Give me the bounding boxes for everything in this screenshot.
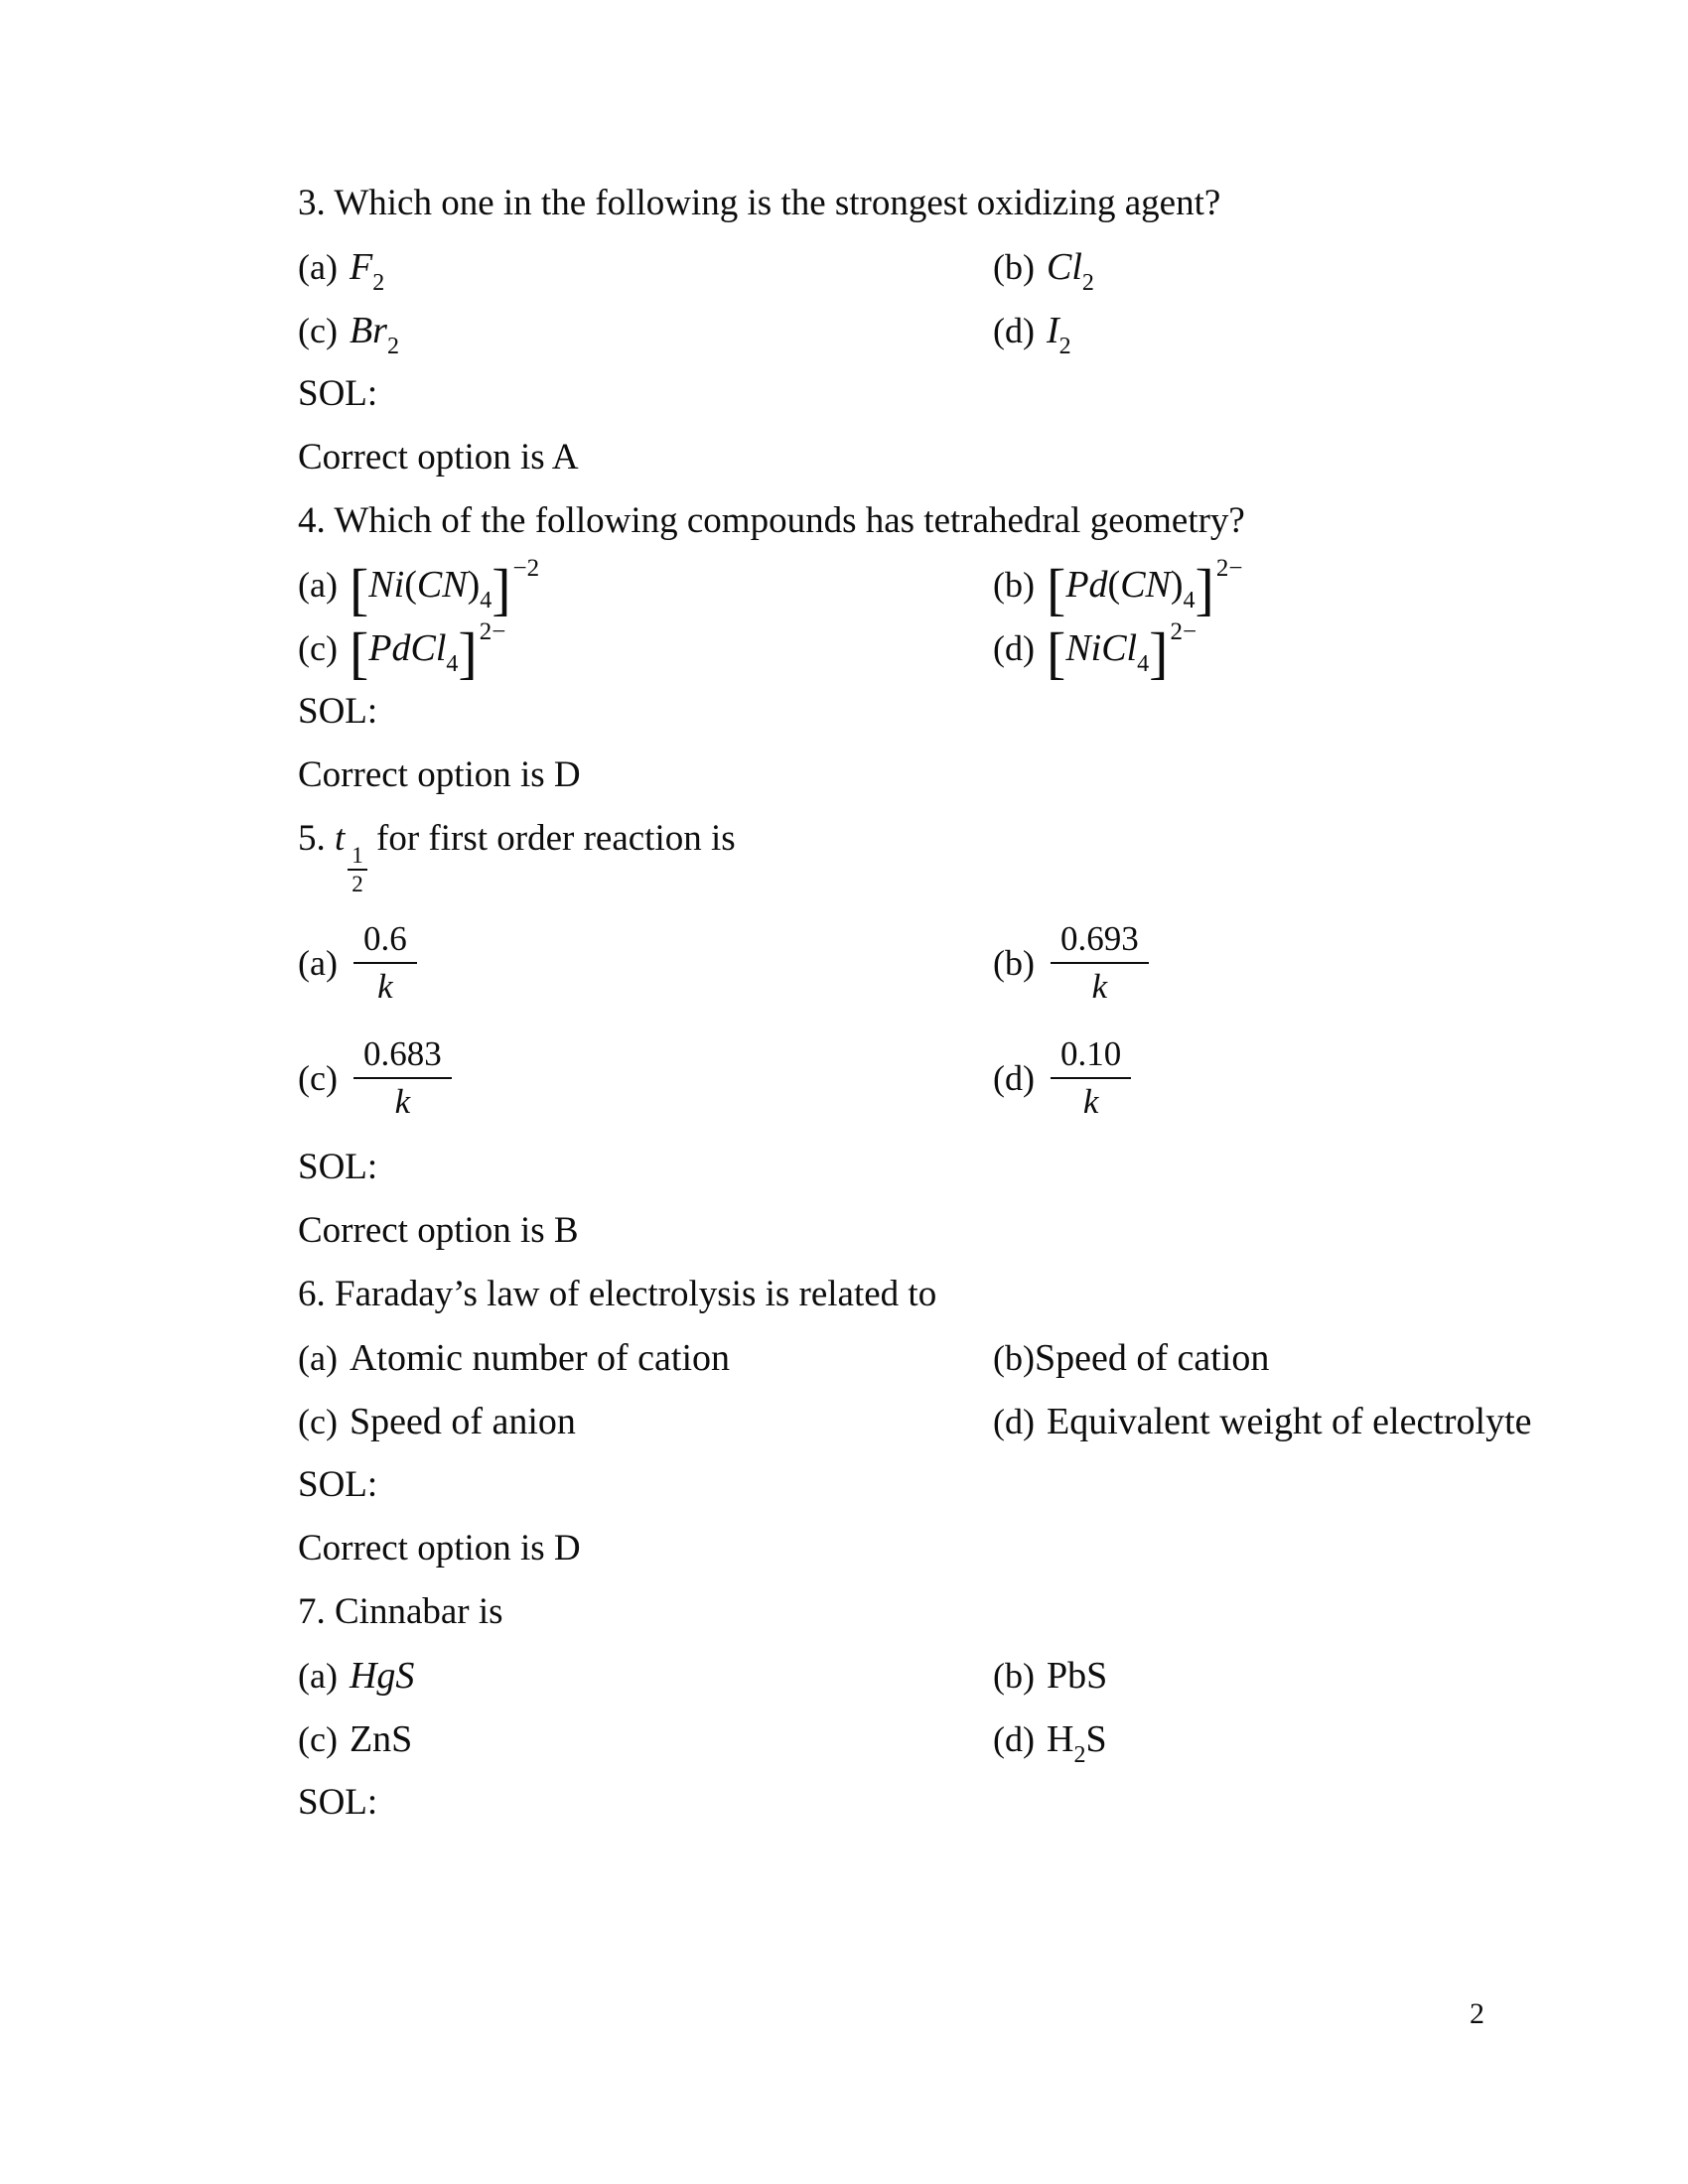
option-a xyxy=(298,244,993,296)
math-variable: Ni xyxy=(368,564,405,606)
fraction-numerator: 1 xyxy=(348,843,367,871)
question-text xyxy=(298,1272,1549,1317)
option-a xyxy=(298,555,993,621)
bracket: ] xyxy=(458,620,478,685)
option-formula xyxy=(1046,245,1094,296)
option-label: (a) xyxy=(298,943,338,983)
text-run: PbS xyxy=(1046,1655,1108,1697)
subscript: 2 xyxy=(1073,1742,1086,1768)
fraction-denominator: k xyxy=(1082,1082,1099,1121)
option-c xyxy=(298,1029,993,1127)
option-row xyxy=(298,1716,1549,1768)
option-cell xyxy=(993,618,1549,685)
answer-text: Correct option is B xyxy=(298,1210,579,1251)
question-block xyxy=(298,181,1549,480)
bracket: [ xyxy=(1046,557,1066,621)
option-cell xyxy=(993,1716,1549,1768)
sol-label: SOL: xyxy=(298,1464,378,1505)
option-label: (d) xyxy=(993,628,1035,668)
question-block xyxy=(298,1589,1549,1826)
option-formula xyxy=(1047,1029,1131,1127)
fraction-denominator: k xyxy=(1091,967,1108,1006)
text-run: 7. Cinnabar is xyxy=(298,1591,503,1632)
fraction-denominator: k xyxy=(377,967,393,1006)
option-row xyxy=(298,914,1549,1012)
fraction-denominator: k xyxy=(394,1082,411,1121)
bracket: ] xyxy=(1149,620,1169,685)
option-formula xyxy=(1047,1400,1532,1443)
option-label: (b) xyxy=(993,943,1035,983)
bracket: [ xyxy=(349,557,369,621)
answer-text: Correct option is A xyxy=(298,437,579,478)
option-row xyxy=(298,555,1549,621)
option-formula xyxy=(350,1400,576,1443)
fraction xyxy=(353,918,417,1008)
superscript: 2− xyxy=(479,618,506,645)
option-formula xyxy=(349,555,540,621)
fraction-numerator: 0.683 xyxy=(353,1033,452,1079)
option-label: (a) xyxy=(298,247,338,287)
math-variable: CN xyxy=(416,564,468,606)
option-label: (b) xyxy=(993,1338,1035,1378)
option-formula xyxy=(350,1717,412,1761)
subscript: 4 xyxy=(446,651,459,677)
questions-container xyxy=(298,181,1549,1843)
option-a xyxy=(298,1653,993,1699)
fraction-numerator: 0.6 xyxy=(353,918,417,964)
option-label: (c) xyxy=(298,311,338,350)
option-formula xyxy=(350,1029,452,1127)
option-cell xyxy=(298,914,993,1012)
text-run: 3. Which one in the following is the strongest oxidizing agent? xyxy=(298,183,1221,223)
option-label: (d) xyxy=(993,311,1035,350)
option-label: (d) xyxy=(993,1719,1035,1759)
option-cell xyxy=(993,244,1549,296)
option-formula xyxy=(349,245,385,296)
option-label: (c) xyxy=(298,1402,338,1441)
superscript: 2− xyxy=(1170,618,1197,645)
option-cell xyxy=(298,244,993,296)
text-run: ( xyxy=(1107,564,1121,606)
text-run: ) xyxy=(1170,564,1184,606)
option-d xyxy=(993,1029,1549,1127)
option-c xyxy=(298,618,993,685)
math-variable: Pd xyxy=(1065,564,1108,606)
option-row xyxy=(298,1335,1549,1381)
option-cell xyxy=(298,555,993,621)
answer-text: Correct option is D xyxy=(298,1528,581,1569)
option-cell xyxy=(993,1029,1549,1127)
answer-text: Correct option is D xyxy=(298,754,581,795)
option-b xyxy=(993,1653,1549,1699)
option-row xyxy=(298,618,1549,685)
text-run: ZnS xyxy=(349,1718,413,1760)
option-a xyxy=(298,914,993,1012)
option-cell xyxy=(993,555,1549,621)
option-d xyxy=(993,618,1549,685)
option-b xyxy=(993,555,1549,621)
question-block xyxy=(298,816,1549,1254)
math-variable: I xyxy=(1046,310,1059,351)
math-variable: NiCl xyxy=(1065,627,1138,669)
sol-label: SOL: xyxy=(298,373,378,414)
option-label: (d) xyxy=(993,1402,1035,1441)
option-b xyxy=(993,1335,1549,1381)
question-text xyxy=(298,1589,1549,1635)
option-row xyxy=(298,1029,1549,1127)
option-c xyxy=(298,1716,993,1762)
option-formula xyxy=(1047,1654,1107,1698)
option-row xyxy=(298,244,1549,296)
option-cell xyxy=(993,1653,1549,1699)
option-formula xyxy=(1046,1717,1107,1768)
bracket: ] xyxy=(492,557,511,621)
math-variable: Br xyxy=(349,310,387,351)
option-cell xyxy=(993,914,1549,1012)
fraction-numerator: 0.693 xyxy=(1051,918,1149,964)
math-variable: t xyxy=(335,818,346,859)
option-formula xyxy=(350,1654,414,1698)
option-label: (c) xyxy=(298,628,338,668)
question-text xyxy=(298,181,1549,226)
fraction xyxy=(1051,918,1149,1008)
subscript: 4 xyxy=(1137,651,1150,677)
option-cell xyxy=(993,1335,1549,1381)
option-cell xyxy=(298,1335,993,1381)
sol-label: SOL: xyxy=(298,1147,378,1187)
option-formula xyxy=(1046,555,1243,621)
option-row xyxy=(298,1653,1549,1699)
fraction-denominator: 2 xyxy=(352,872,363,896)
option-label: (b) xyxy=(993,1656,1035,1696)
text-run: H xyxy=(1046,1718,1074,1760)
option-label: (a) xyxy=(298,565,338,605)
option-cell xyxy=(298,618,993,685)
option-cell xyxy=(993,308,1549,359)
option-cell xyxy=(993,1399,1549,1444)
sol-label: SOL: xyxy=(298,691,378,732)
math-variable: PdCl xyxy=(368,627,447,669)
option-b xyxy=(993,244,1549,296)
option-label: (c) xyxy=(298,1719,338,1759)
text-run: Atomic number of cation xyxy=(349,1337,731,1379)
text-run: 4. Which of the following compounds has tetrahedral geometry? xyxy=(298,500,1245,541)
option-row xyxy=(298,1399,1549,1444)
option-b xyxy=(993,914,1549,1012)
text-run: for first order reaction is xyxy=(366,818,736,859)
option-formula xyxy=(1046,309,1071,359)
math-variable: F xyxy=(349,246,373,288)
text-run: 6. Faraday’s law of electrolysis is related to xyxy=(298,1274,937,1314)
half-fraction-subscript xyxy=(348,843,367,896)
option-cell xyxy=(298,308,993,359)
option-formula xyxy=(1035,1336,1269,1380)
option-label: (b) xyxy=(993,565,1035,605)
option-c xyxy=(298,1399,993,1444)
subscript: 2 xyxy=(1081,270,1094,296)
option-label: (c) xyxy=(298,1058,338,1098)
text-run: Speed of cation xyxy=(1034,1337,1270,1379)
text-run: 5. xyxy=(298,818,335,859)
sol-label: SOL: xyxy=(298,1782,378,1823)
option-label: (d) xyxy=(993,1058,1035,1098)
page-number: 2 xyxy=(1470,1997,1484,2030)
question-text xyxy=(298,816,1549,896)
option-label: (b) xyxy=(993,247,1035,287)
text-run: ( xyxy=(404,564,417,606)
option-formula xyxy=(349,618,506,685)
subscript: 2 xyxy=(1058,334,1071,359)
option-label: (a) xyxy=(298,1656,338,1696)
option-cell xyxy=(298,1399,993,1444)
subscript: 2 xyxy=(372,270,385,296)
text-run: ) xyxy=(467,564,481,606)
option-formula xyxy=(1047,914,1149,1012)
option-cell xyxy=(298,1029,993,1127)
option-label: (a) xyxy=(298,1338,338,1378)
superscript: −2 xyxy=(512,555,540,582)
subscript: 4 xyxy=(480,588,492,614)
option-row xyxy=(298,308,1549,359)
math-variable: Cl xyxy=(1046,246,1082,288)
bracket: [ xyxy=(1046,620,1066,685)
question-block xyxy=(298,498,1549,798)
subscript: 2 xyxy=(386,334,399,359)
option-d xyxy=(993,1399,1549,1444)
bracket: [ xyxy=(349,620,369,685)
option-formula xyxy=(349,309,399,359)
math-variable: CN xyxy=(1120,564,1171,606)
option-d xyxy=(993,308,1549,359)
option-c xyxy=(298,308,993,359)
option-cell xyxy=(298,1716,993,1762)
math-variable: HgS xyxy=(349,1655,415,1697)
bracket: ] xyxy=(1195,557,1214,621)
question-block xyxy=(298,1272,1549,1571)
option-cell xyxy=(298,1653,993,1699)
question-text xyxy=(298,498,1549,544)
fraction xyxy=(353,1033,452,1123)
text-run: Equivalent weight of electrolyte xyxy=(1046,1401,1532,1442)
fraction xyxy=(1051,1033,1131,1123)
subscript: 4 xyxy=(1183,588,1196,614)
option-formula xyxy=(350,1336,730,1380)
fraction-numerator: 0.10 xyxy=(1051,1033,1131,1079)
text-run: S xyxy=(1085,1718,1107,1760)
option-formula xyxy=(350,914,417,1012)
option-d xyxy=(993,1716,1549,1768)
text-run: Speed of anion xyxy=(349,1401,576,1442)
superscript: 2− xyxy=(1215,555,1243,582)
option-formula xyxy=(1046,618,1197,685)
option-a xyxy=(298,1335,993,1381)
